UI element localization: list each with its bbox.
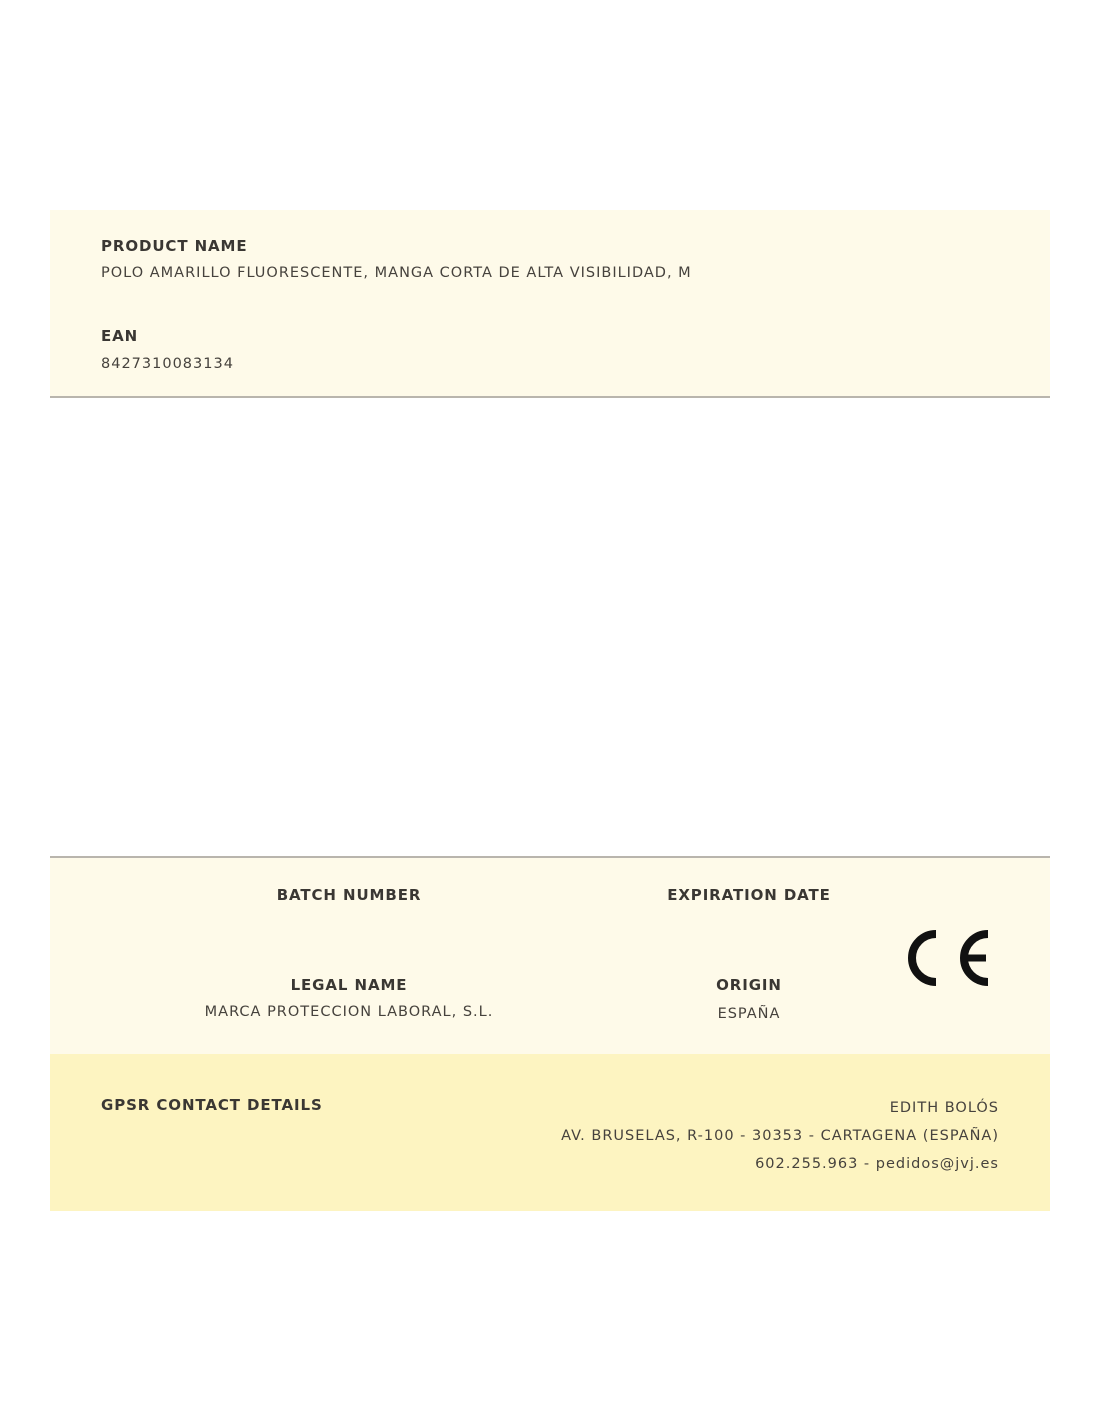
ean-value: 8427310083134 (101, 356, 234, 372)
product-info-panel (50, 210, 1050, 398)
legal-name-value: MARCA PROTECCION LABORAL, S.L. (204, 1004, 494, 1020)
product-name-value: POLO AMARILLO FLUORESCENTE, MANGA CORTA DE ALTA VISIBILIDAD, M (101, 265, 692, 281)
gpsr-contact-block (561, 1094, 999, 1178)
expiration-date-label: EXPIRATION DATE (667, 886, 831, 904)
ean-label: EAN (101, 327, 139, 345)
contact-name: EDITH BOLÓS (889, 1100, 999, 1116)
gpsr-contact-panel (50, 1054, 1050, 1211)
gpsr-contact-label: GPSR CONTACT DETAILS (101, 1096, 323, 1114)
legal-name-label: LEGAL NAME (290, 976, 408, 994)
compliance-info-panel (50, 856, 1050, 1056)
ce-mark-icon (906, 926, 994, 990)
origin-label: ORIGIN (716, 976, 782, 994)
origin-value: ESPAÑA (717, 1006, 781, 1022)
product-name-label: PRODUCT NAME (101, 237, 248, 255)
batch-number-label: BATCH NUMBER (276, 886, 422, 904)
contact-address: AV. BRUSELAS, R-100 - 30353 - CARTAGENA (ESPAÑA) (561, 1128, 999, 1144)
contact-phone-email: 602.255.963 - pedidos@jvj.es (755, 1156, 999, 1172)
